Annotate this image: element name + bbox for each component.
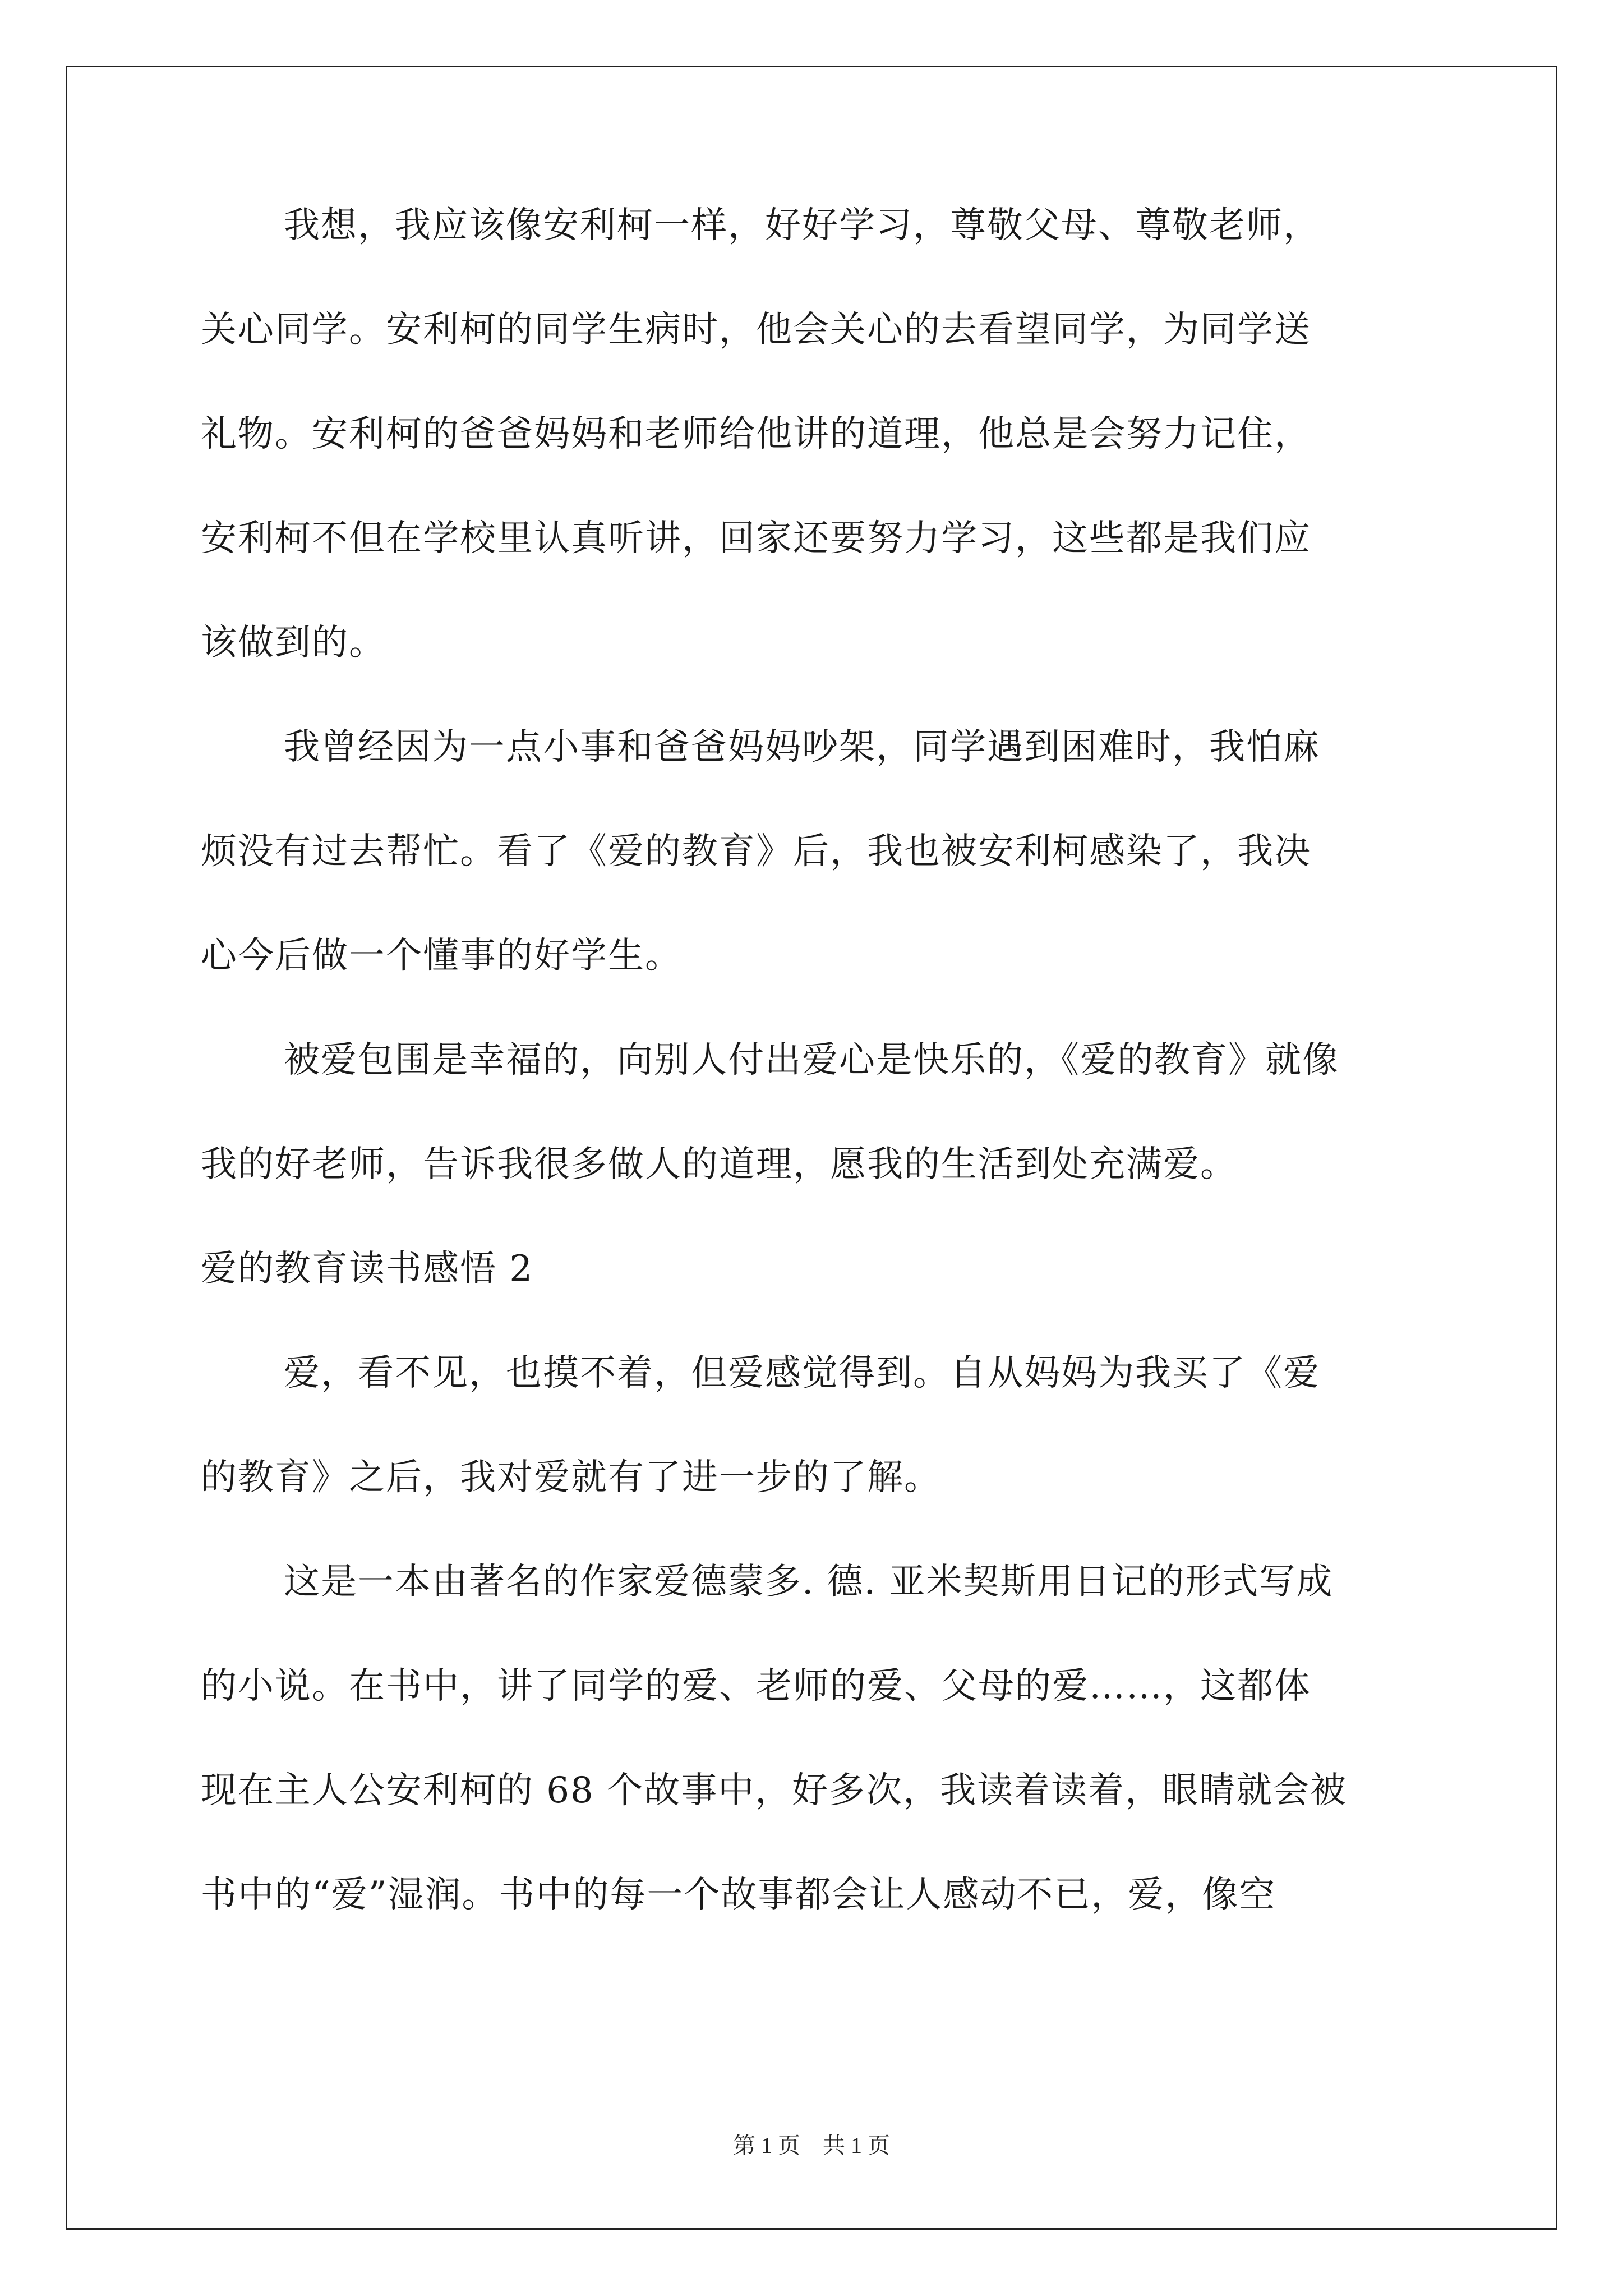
text-line: 烦没有过去帮忙。看了《爱的教育》后，我也被安利柯感染了，我决 [201, 831, 1311, 872]
text-line: 爱，看不见，也摸不着，但爱感觉得到。自从妈妈为我买了《爱 [284, 1352, 1320, 1394]
text-line: 关心同学。安利柯的同学生病时，他会关心的去看望同学，为同学送 [201, 309, 1311, 351]
section-heading: 爱的教育读书感悟 2 [201, 1248, 534, 1290]
text-line: 礼物。安利柯的爸爸妈妈和老师给他讲的道理，他总是会努力记住， [201, 413, 1311, 455]
text-line: 安利柯不但在学校里认真听讲，回家还要努力学习，这些都是我们应 [201, 518, 1311, 559]
page-number-footer: 第 1 页 共 1 页 [733, 2133, 890, 2158]
text-line: 心今后做一个懂事的好学生。 [201, 935, 682, 977]
text-line: 书中的“爱”湿润。书中的每一个故事都会让人感动不已，爱，像空 [201, 1874, 1276, 1916]
text-line: 被爱包围是幸福的，向别人付出爱心是快乐的，《爱的教育》就像 [284, 1039, 1339, 1081]
text-line: 我曾经因为一点小事和爸爸妈妈吵架，同学遇到困难时，我怕麻 [284, 726, 1320, 768]
text-line: 我想，我应该像安利柯一样，好好学习，尊敬父母、尊敬老师， [284, 205, 1320, 246]
text-line: 我的好老师，告诉我很多做人的道理，愿我的生活到处充满爱。 [201, 1144, 1237, 1185]
text-line: 的教育》之后，我对爱就有了进一步的了解。 [201, 1457, 941, 1498]
text-line: 该做到的。 [201, 622, 386, 664]
text-line: 的小说。在书中，讲了同学的爱、老师的爱、父母的爱……，这都体 [201, 1665, 1311, 1707]
text-line: 现在主人公安利柯的 68 个故事中，好多次，我读着读着，眼睛就会被 [201, 1770, 1348, 1811]
text-line: 这是一本由著名的作家爱德蒙多. 德. 亚米契斯用日记的形式写成 [284, 1561, 1334, 1603]
